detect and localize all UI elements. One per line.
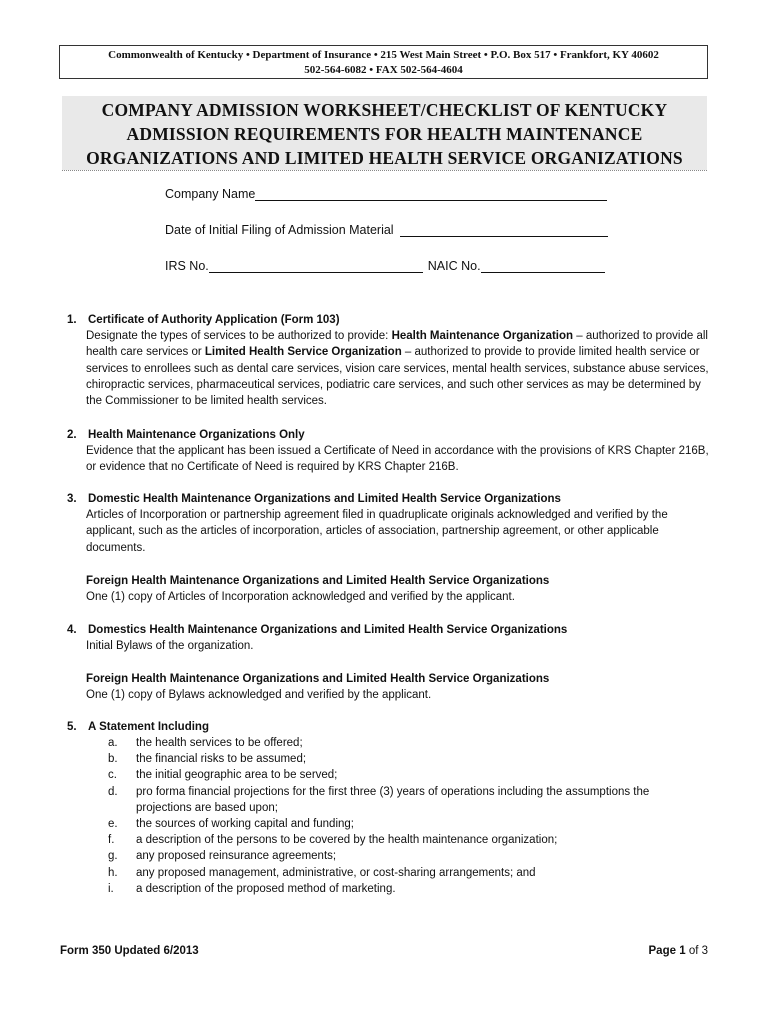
list-item bbox=[108, 816, 708, 832]
title-divider bbox=[62, 170, 707, 171]
section-body: Evidence that the applicant has been issued a Certificate of Need in accordance with the provisions of KRS Chapter 216B, or evidence that no Certificate of Need is required by KRS Chapter 216B. bbox=[86, 445, 709, 474]
list-item-text: the initial geographic area to be served; bbox=[136, 769, 338, 782]
list-item bbox=[108, 865, 708, 881]
list-item-text: the financial risks to be assumed; bbox=[136, 753, 307, 766]
section-heading: Certificate of Authority Application (Form 103) bbox=[88, 314, 340, 326]
section-heading: Health Maintenance Organizations Only bbox=[88, 429, 305, 441]
list-item bbox=[108, 767, 708, 783]
text-run: – authorized to provide all health care services or bbox=[86, 330, 708, 359]
company-name-field[interactable] bbox=[255, 186, 607, 201]
subsection-body: One (1) copy of Bylaws acknowledged and verified by the applicant. bbox=[86, 689, 432, 702]
section-2 bbox=[67, 427, 717, 476]
page-number: 1 bbox=[679, 945, 686, 957]
list-item-letter: i. bbox=[108, 882, 114, 895]
section-heading: A Statement Including bbox=[88, 721, 209, 733]
text-run: – authorized to provide to provide limited health service or services to enrollees such as dental care services, vision care services, mental health services, substance abuse services, chiropractic services, pharmaceutical services, podiatric care services, and such other services as may be determined by the Commissioner to be limited health services. bbox=[86, 346, 709, 408]
section-4-foreign bbox=[86, 671, 716, 703]
irs-label: IRS No. bbox=[165, 259, 209, 273]
title-line-3: ORGANIZATIONS AND LIMITED HEALTH SERVICE ORGANIZATIONS bbox=[86, 148, 683, 168]
page-title bbox=[62, 96, 707, 170]
section-heading: Domestics Health Maintenance Organizations and Limited Health Service Organizations bbox=[88, 624, 568, 636]
list-item-letter: f. bbox=[108, 834, 115, 847]
filing-date-row bbox=[165, 222, 608, 237]
list-item bbox=[108, 881, 708, 897]
list-item bbox=[108, 832, 708, 848]
list-item-text: the health services to be offered; bbox=[136, 737, 303, 749]
list-item-letter: a. bbox=[108, 737, 118, 749]
list-item-letter: e. bbox=[108, 818, 118, 831]
list-item-letter: b. bbox=[108, 753, 118, 766]
naic-number-field[interactable] bbox=[481, 258, 605, 273]
header-address-box bbox=[59, 45, 708, 79]
section-number: 4. bbox=[67, 624, 77, 636]
list-item bbox=[108, 751, 708, 767]
title-line-1: COMPANY ADMISSION WORKSHEET/CHECKLIST OF KENTUCKY bbox=[101, 100, 668, 120]
section-1 bbox=[67, 312, 717, 409]
naic-label: NAIC No. bbox=[427, 259, 481, 273]
list-item bbox=[108, 735, 708, 751]
subsection-heading: Foreign Health Maintenance Organizations and Limited Health Service Organizations bbox=[86, 673, 550, 685]
page-word: Page bbox=[648, 945, 676, 957]
list-item-letter: d. bbox=[108, 785, 118, 798]
page-indicator bbox=[649, 945, 709, 957]
filing-date-field[interactable] bbox=[400, 222, 608, 237]
list-item-text: a description of the persons to be covered by the health maintenance organization; bbox=[136, 834, 558, 847]
page-total: of 3 bbox=[688, 945, 708, 957]
bold-run: Health Maintenance Organization bbox=[391, 330, 574, 343]
list-item-letter: c. bbox=[108, 769, 117, 782]
section-body: Articles of Incorporation or partnership agreement filed in quadruplicate originals acknowledged and verified by the applicant, such as the articles of incorporation, articles of association, partnership agreement, or other applicable documents. bbox=[86, 509, 668, 554]
list-item bbox=[108, 848, 708, 864]
irs-naic-row bbox=[165, 258, 605, 273]
subsection-heading: Foreign Health Maintenance Organizations and Limited Health Service Organizations bbox=[86, 575, 550, 587]
section-heading: Domestic Health Maintenance Organizations and Limited Health Service Organizations bbox=[88, 493, 561, 505]
section-body bbox=[86, 328, 717, 409]
list-item-letter: g. bbox=[108, 850, 118, 863]
irs-number-field[interactable] bbox=[209, 258, 423, 273]
list-item-text: any proposed management, administrative, or cost-sharing arrangements; and bbox=[136, 866, 536, 879]
section-number: 2. bbox=[67, 429, 77, 441]
section-number: 5. bbox=[67, 721, 77, 733]
section-5 bbox=[67, 719, 717, 735]
subsection-body: One (1) copy of Articles of Incorporation acknowledged and verified by the applicant. bbox=[86, 591, 515, 604]
bold-run: Limited Health Service Organization bbox=[204, 346, 402, 359]
header-address-line: Commonwealth of Kentucky • Department of Insurance • 215 West Main Street • P.O. Box 517 • Frankfort, KY 40602 bbox=[108, 49, 659, 61]
filing-date-label: Date of Initial Filing of Admission Material bbox=[165, 223, 394, 237]
company-name-label: Company Name bbox=[165, 187, 256, 201]
list-item-text: any proposed reinsurance agreements; bbox=[136, 850, 337, 863]
title-line-2: ADMISSION REQUIREMENTS FOR HEALTH MAINTENANCE bbox=[126, 124, 643, 144]
section-4 bbox=[67, 622, 717, 654]
statement-list bbox=[108, 735, 708, 897]
section-number: 1. bbox=[67, 314, 77, 326]
header-phone-line: 502-564-6082 • FAX 502-564-4604 bbox=[304, 64, 463, 76]
list-item-text: the sources of working capital and funding; bbox=[136, 818, 354, 831]
list-item-text: pro forma financial projections for the first three (3) years of operations including the assumptions the projections are based upon; bbox=[136, 785, 650, 814]
form-number: Form 350 Updated 6/2013 bbox=[60, 945, 199, 957]
section-3 bbox=[67, 491, 717, 556]
text-run: Designate the types of services to be authorized to provide: bbox=[86, 330, 392, 343]
list-item-text: a description of the proposed method of marketing. bbox=[136, 882, 396, 895]
section-body: Initial Bylaws of the organization. bbox=[86, 640, 254, 653]
section-3-foreign bbox=[86, 573, 716, 605]
list-item bbox=[108, 784, 708, 816]
section-number: 3. bbox=[67, 493, 77, 505]
company-name-row bbox=[165, 186, 607, 201]
list-item-letter: h. bbox=[108, 866, 118, 879]
